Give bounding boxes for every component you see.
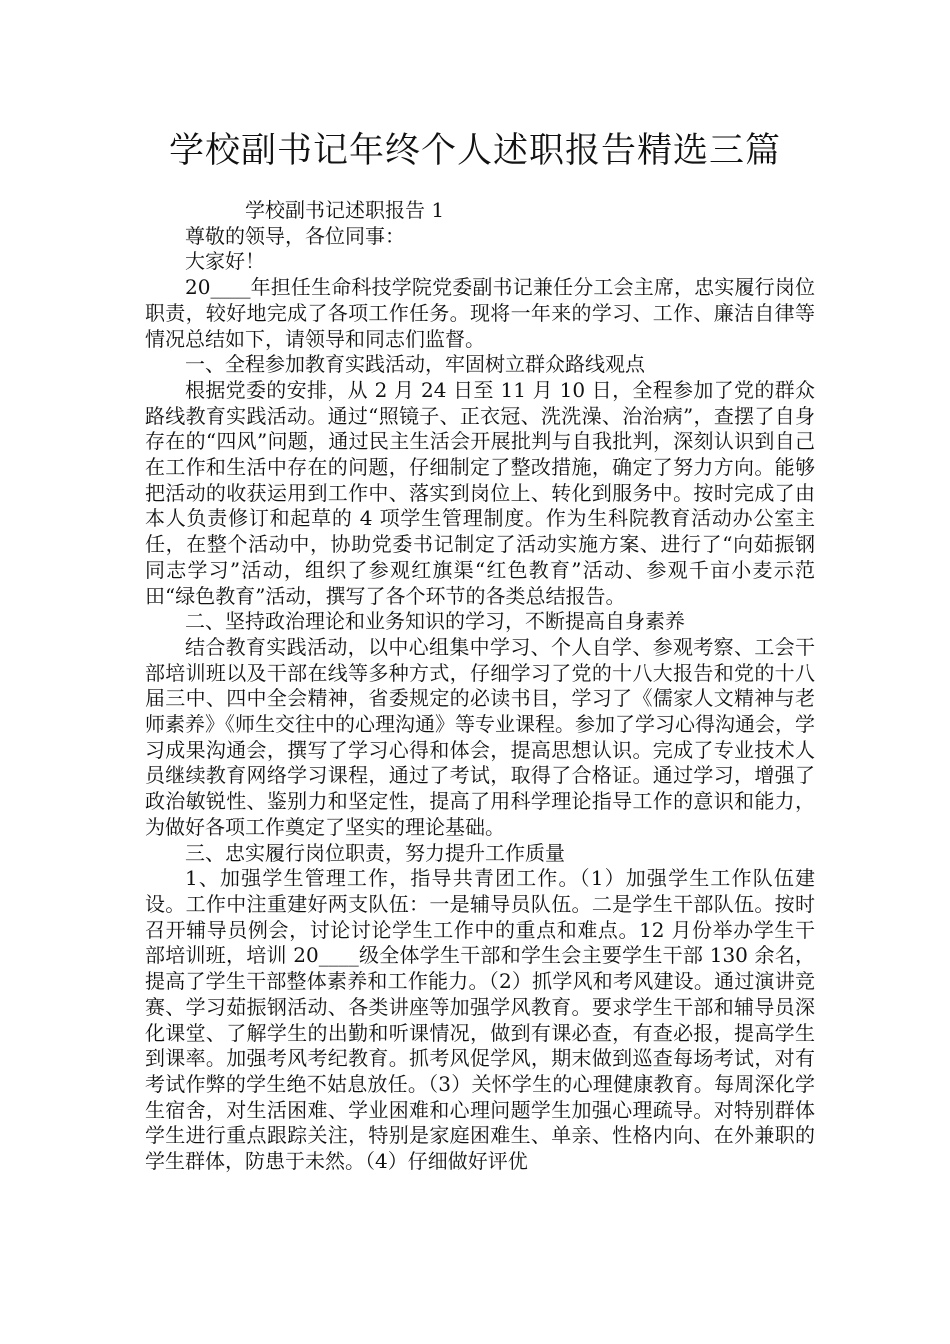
document-body <box>145 198 815 1175</box>
section-heading-2: 二、坚持政治理论和业务知识的学习，不断提高自身素养 <box>185 609 685 634</box>
report-subtitle: 学校副书记述职报告 1 <box>245 198 445 222</box>
section-heading-3: 三、忠实履行岗位职责，努力提升工作质量 <box>185 840 565 865</box>
paragraph-section-2: 结合教育实践活动，以中心组集中学习、个人自学、参观考察、工会干部培训班以及干部在线等多种方式，仔细学习了党的十八大报告和党的十八届三中、四中全会精神，省委规定的必读书目，学习了《儒家人文精神与老师素养》《师生交往中的心理沟通》等专业课程。参加了学习心得沟通会，学习成果沟通会，撰写了学习心得和体会，提高思想认识。完成了专业技术人员继续教育网络学习课程，通过了考试，取得了合格证。通过学习，增强了政治敏锐性、鉴别力和坚定性，提高了用科学理论指导工作的意识和能力，为做好各项工作奠定了坚实的理论基础。 <box>145 634 815 839</box>
section-heading-1: 一、全程参加教育实践活动，牢固树立群众路线观点 <box>185 352 645 377</box>
paragraph-section-1: 根据党委的安排，从 2 月 24 日至 11 月 10 日，全程参加了党的群众路线教育实践活动。通过“照镜子、正衣冠、洗洗澡、治治病”，查摆了自身存在的“四风”问题，通过民主生活会开展批判与自我批判，深刻认识到自己在工作和生活中存在的问题，仔细制定了整改措施，确定了努力方向。能够把活动的收获运用到工作中、落实到岗位上、转化到服务中。按时完成了由本人负责修订和起草的 4 项学生管理制度。作为生科院教育活动办公室主任，在整个活动中，协助党委书记制定了活动实施方案、进行了“向茹振钢同志学习”活动，组织了参观红旗渠“红色教育”活动、参观千亩小麦示范田“绿色教育”活动，撰写了各个环节的各类总结报告。 <box>145 377 815 608</box>
greeting: 尊敬的领导，各位同事： <box>185 223 405 248</box>
paragraph-intro: 20____年担任生命科技学院党委副书记兼任分工会主席，忠实履行岗位职责，较好地完成了各项工作任务。现将一年来的学习、工作、廉洁自律等情况总结如下，请领导和同志们监督。 <box>145 275 815 351</box>
hello-line: 大家好！ <box>185 249 265 274</box>
paragraph-section-3: 1、加强学生管理工作，指导共青团工作。（1）加强学生工作队伍建设。工作中注重建好两支队伍：一是辅导员队伍。二是学生干部队伍。按时召开辅导员例会，讨论讨论学生工作中的重点和难点。12 月份举办学生干部培训班，培训 20____级全体学生干部和学生会主要学生干部 130 余名，提高了学生干部整体素养和工作能力。（2）抓学风和考风建设。通过演讲竞赛、学习茹振钢活动、各类讲座等加强学风教育。要求学生干部和辅导员深化课堂、了解学生的出勤和听课情况，做到有课必查，有查必报，提高学生到课率。加强考风考纪教育。抓考风促学风，期末做到巡查每场考试，对有考试作弊的学生绝不姑息放任。（3）关怀学生的心理健康教育。每周深化学生宿舍，对生活困难、学业困难和心理问题学生加强心理疏导。对特别群体学生进行重点跟踪关注，特别是家庭困难生、单亲、性格内向、在外兼职的学生群体，防患于未然。（4）仔细做好评优 <box>145 866 815 1174</box>
document-title: 学校副书记年终个人述职报告精选三篇 <box>168 131 781 171</box>
